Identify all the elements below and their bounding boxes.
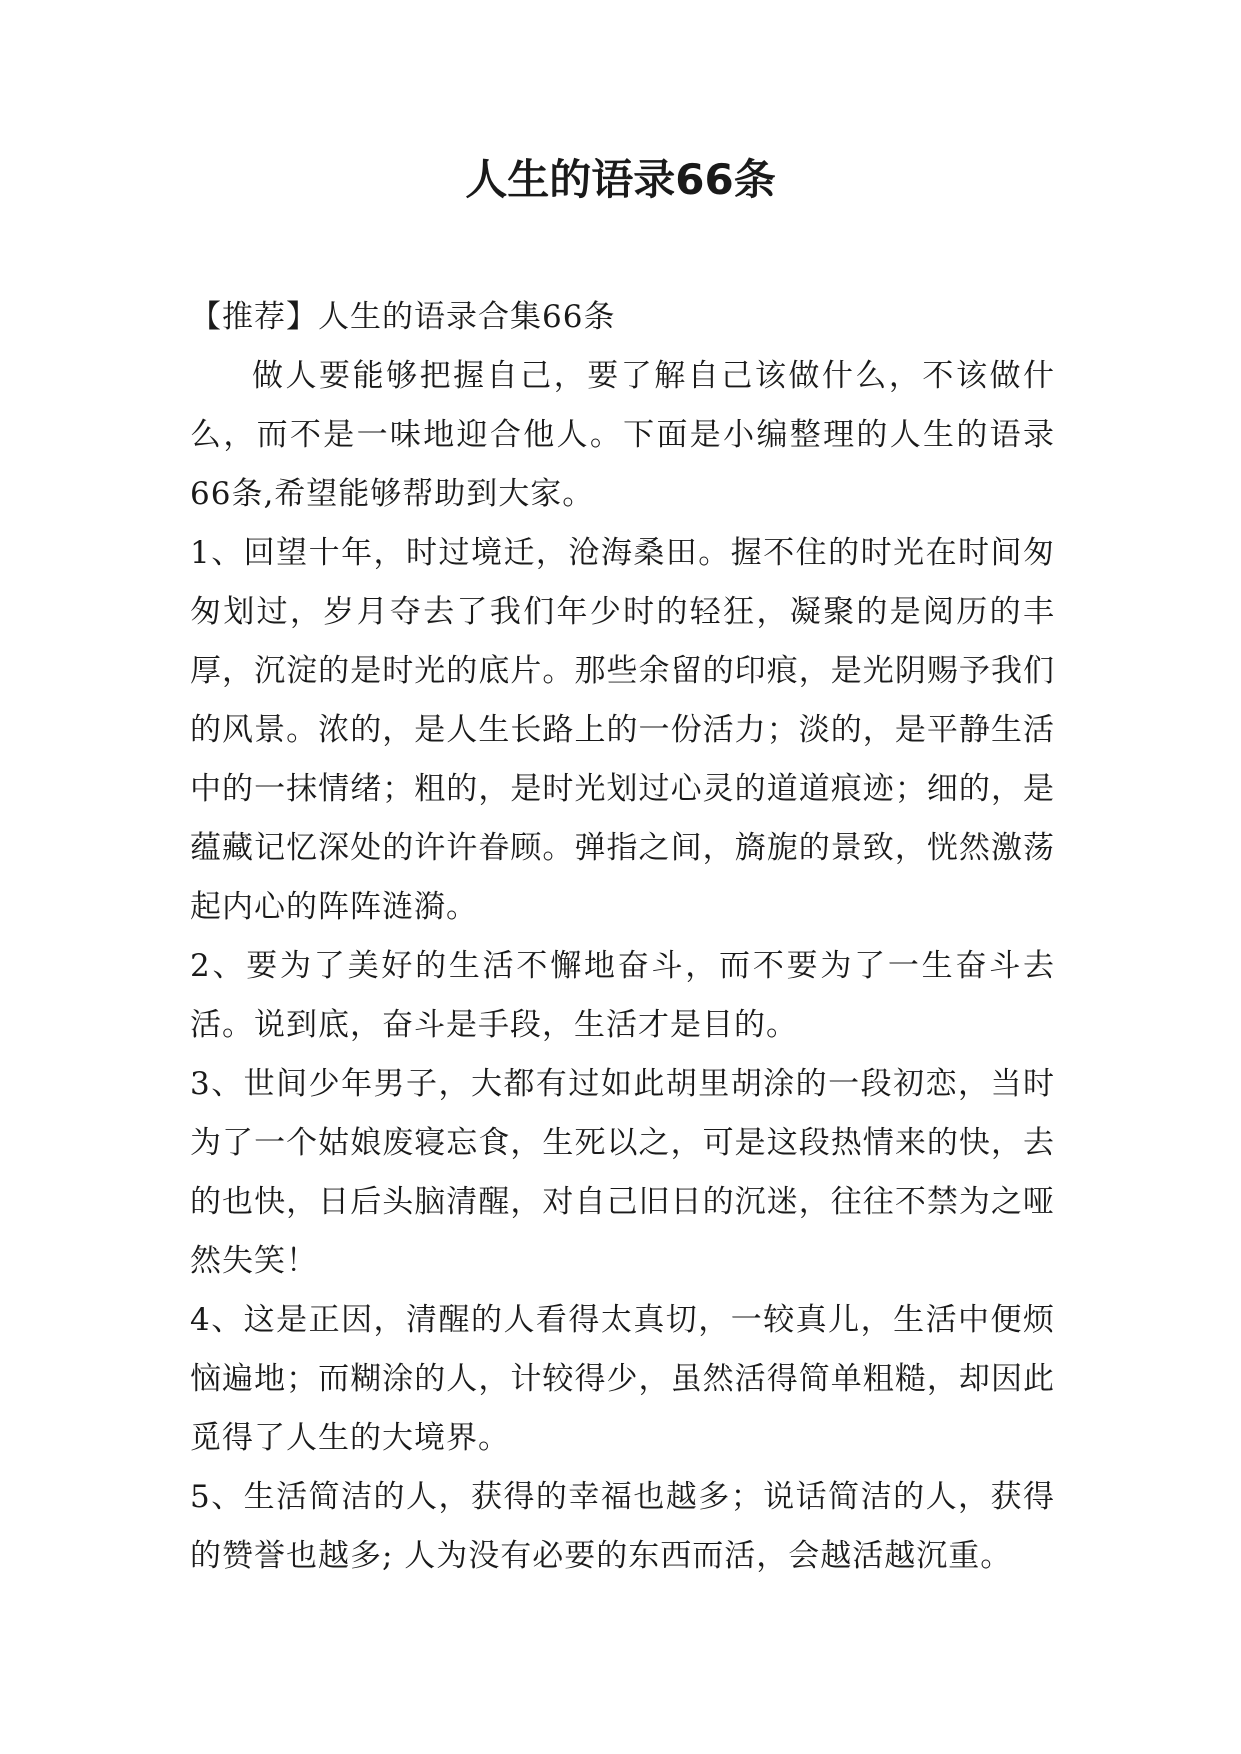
document-body [190, 288, 1055, 1586]
quote-paragraph-2: 2、要为了美好的生活不懈地奋斗，而不要为了一生奋斗去活。说到底，奋斗是手段，生活才是目的。 [190, 948, 1055, 1043]
document-subtitle: 【推荐】人生的语录合集66条 [190, 299, 616, 335]
quote-paragraph-3: 3、世间少年男子，大都有过如此胡里胡涂的一段初恋，当时为了一个姑娘废寝忘食，生死以之，可是这段热情来的快，去的也快，日后头脑清醒，对自己旧日的沉迷，往往不禁为之哑然失笑！ [190, 1066, 1055, 1279]
quote-paragraph-1: 1、回望十年，时过境迁，沧海桑田。握不住的时光在时间匆匆划过，岁月夺去了我们年少时的轻狂，凝聚的是阅历的丰厚，沉淀的是时光的底片。那些余留的印痕，是光阴赐予我们的风景。浓的，是人生长路上的一份活力；淡的，是平静生活中的一抹情绪；粗的，是时光划过心灵的道道痕迹；细的，是蕴藏记忆深处的许许眷顾。弹指之间，旖旎的景致，恍然激荡起内心的阵阵涟漪。 [190, 535, 1055, 925]
quote-paragraph-4: 4、这是正因，清醒的人看得太真切，一较真儿，生活中便烦恼遍地；而糊涂的人，计较得少，虽然活得简单粗糙，却因此觅得了人生的大境界。 [190, 1302, 1055, 1456]
document-title: 人生的语录66条 [465, 155, 776, 204]
quote-paragraph-5: 5、生活简洁的人，获得的幸福也越多；说话简洁的人，获得的赞誉也越多; 人为没有必要的东西而活，会越活越沉重。 [190, 1479, 1055, 1574]
intro-paragraph: 做人要能够把握自己，要了解自己该做什么，不该做什么，而不是一味地迎合他人。下面是小编整理的人生的语录66条,希望能够帮助到大家。 [190, 358, 1055, 512]
